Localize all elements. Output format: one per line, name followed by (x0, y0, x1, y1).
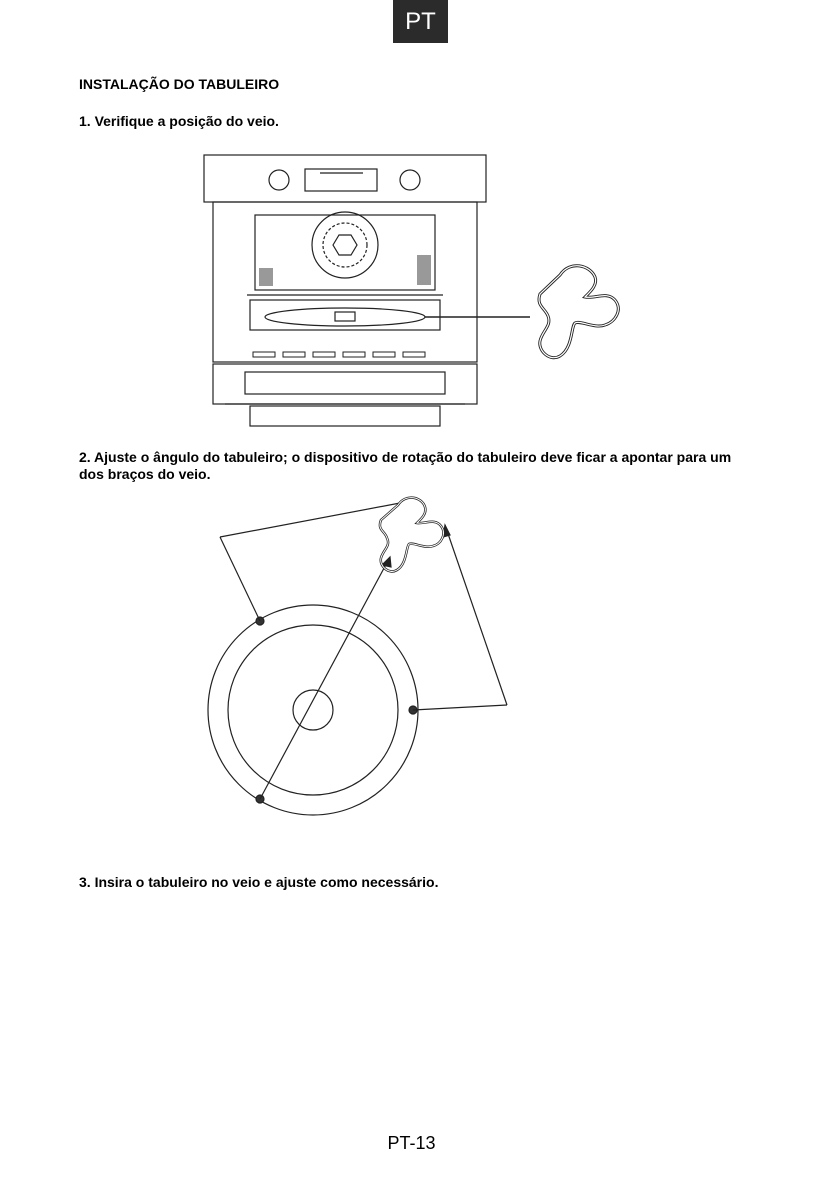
turntable-alignment-illustration (200, 485, 520, 820)
step-2-text: 2. Ajuste o ângulo do tabuleiro; o dispositivo de rotação do tabuleiro deve ficar a apontar para um dos braços do veio. (79, 449, 732, 482)
oven-shaft-illustration (195, 150, 675, 430)
page-number: PT-13 (387, 1133, 436, 1153)
step-3-text: 3. Insira o tabuleiro no veio e ajuste como necessário. (79, 874, 439, 890)
section-heading: INSTALAÇÃO DO TABULEIRO (79, 76, 280, 92)
step-1-text: 1. Verifique a posição do veio. (79, 113, 279, 129)
language-tab: PT (393, 0, 448, 43)
